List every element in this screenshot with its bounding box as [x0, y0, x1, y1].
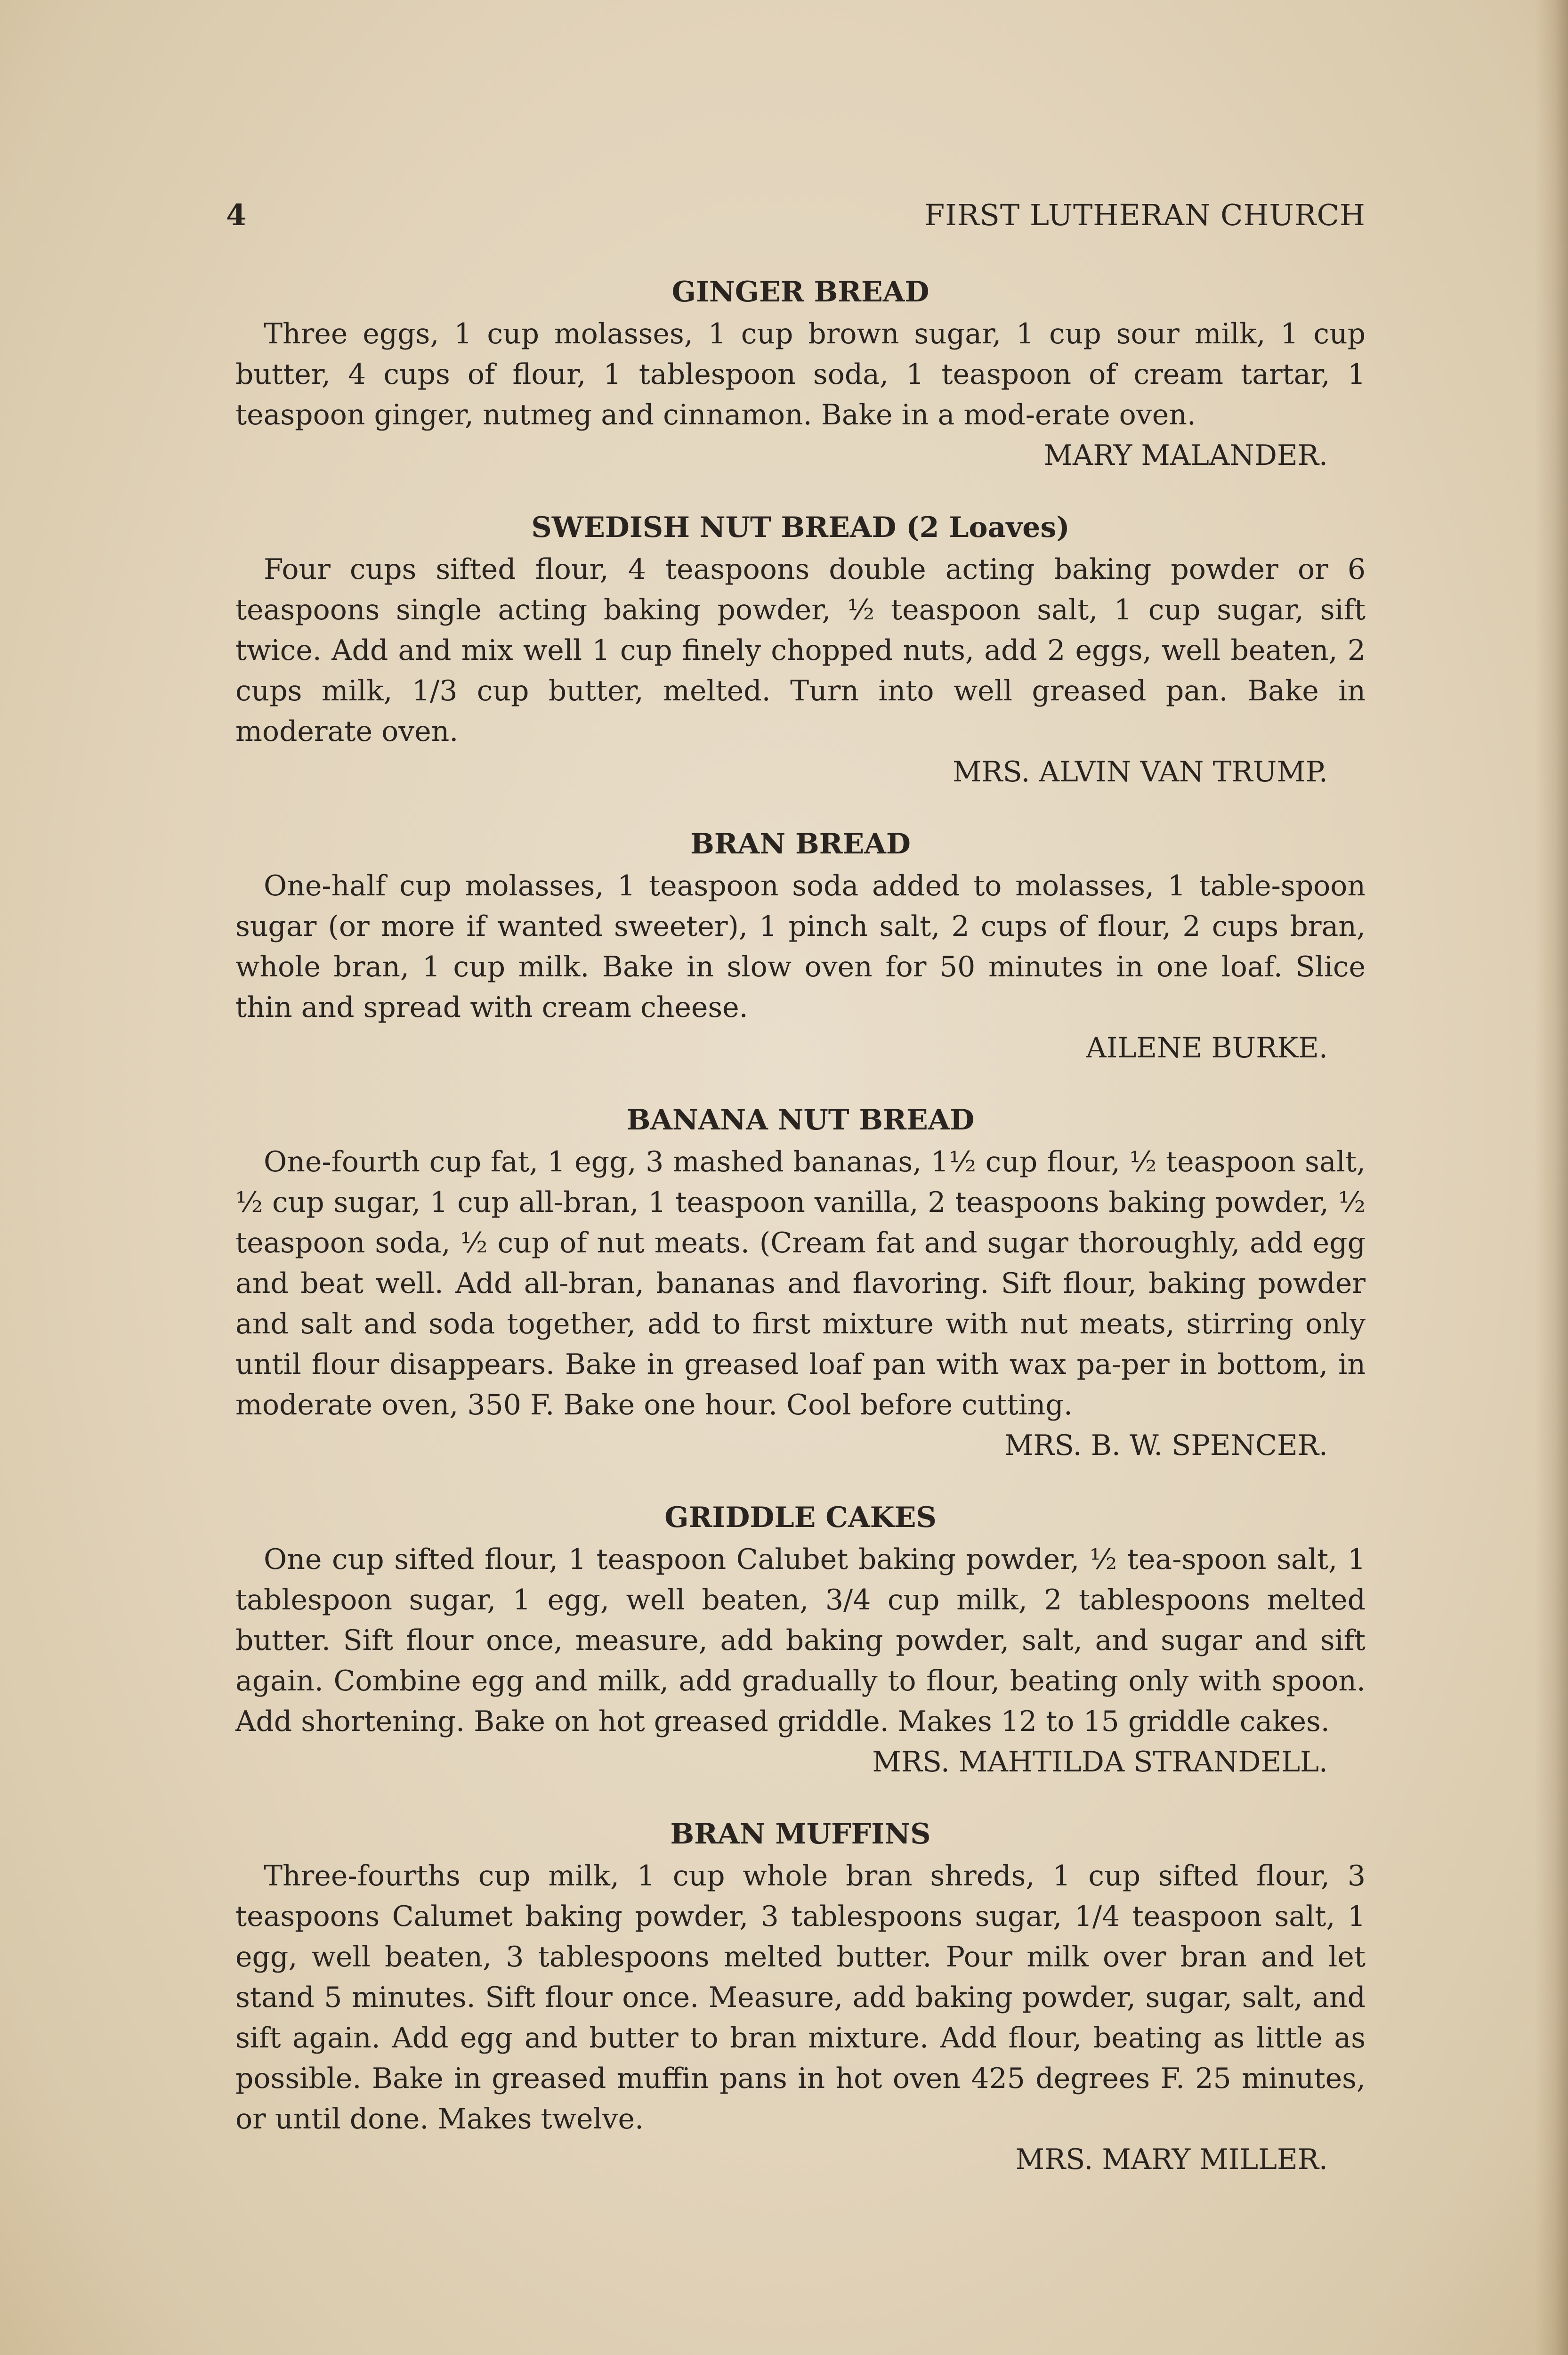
recipe-ginger-bread	[235, 273, 1366, 476]
recipe-text: One-half cup molasses, 1 teaspoon soda added to molasses, 1 table-spoon sugar (or more if wanted sweeter), 1 pinch salt, 2 cups of flour, 2 cups bran, whole bran, 1 cup milk. Bake in slow oven for 50 minutes in one loaf. Slice thin and spread with cream cheese.	[235, 869, 1366, 1024]
recipe-title: GINGER BREAD	[671, 276, 929, 309]
recipe-body	[235, 549, 1366, 792]
recipe-griddle-cakes	[235, 1499, 1366, 1782]
recipe-text: Three-fourths cup milk, 1 cup whole bran shreds, 1 cup sifted flour, 3 teaspoons Calumet baking powder, 3 tablespoons sugar, 1/4 teaspoon salt, 1 egg, well beaten, 3 tablespoons melted butter. Pour milk over bran and let stand 5 minutes. Sift flour once. Measure, add baking powder, sugar, salt, and sift again. Add egg and butter to bran mixture. Add flour, beating as little as possible. Bake in greased muffin pans in hot oven 425 degrees F. 25 minutes, or until done. Makes twelve.	[235, 1860, 1366, 2136]
recipe-text: One-fourth cup fat, 1 egg, 3 mashed bananas, 1½ cup flour, ½ teaspoon salt, ½ cup sugar, 1 cup all-bran, 1 teaspoon vanilla, 2 teaspoons baking powder, ½ teaspoon soda, ½ cup of nut meats. (Cream fat and sugar thoroughly, add egg and beat well. Add all-bran, bananas and flavoring. Sift flour, baking powder and salt and soda together, add to first mixture with nut meats, stirring only until flour disappears. Bake in greased loaf pan with wax pa-per in bottom, in moderate oven, 350 F. Bake one hour. Cool before cutting.	[235, 1145, 1366, 1421]
recipe-author: MARY MALANDER.	[1043, 439, 1328, 472]
recipe-title: GRIDDLE CAKES	[664, 1501, 937, 1534]
recipe-author: MRS. MAHTILDA STRANDELL.	[872, 1746, 1328, 1778]
recipe-title: BRAN BREAD	[690, 828, 911, 861]
page-number: 4	[226, 198, 247, 232]
recipe-body	[235, 314, 1366, 476]
page-edge-shadow	[1535, 0, 1568, 2355]
recipe-author: MRS. ALVIN VAN TRUMP.	[952, 755, 1328, 788]
running-title: FIRST LUTHERAN CHURCH	[924, 198, 1366, 232]
recipe-body	[235, 1142, 1366, 1466]
recipe-title: BRAN MUFFINS	[670, 1818, 931, 1851]
recipe-banana-nut-bread	[235, 1101, 1366, 1466]
recipe-title: BANANA NUT BREAD	[626, 1104, 975, 1137]
recipe-body	[235, 1539, 1366, 1782]
recipe-bran-muffins	[235, 1815, 1366, 2180]
recipe-author: MRS. MARY MILLER.	[1015, 2143, 1328, 2176]
recipe-body	[235, 866, 1366, 1068]
recipe-swedish-nut-bread	[235, 509, 1366, 792]
recipe-text: One cup sifted flour, 1 teaspoon Calubet baking powder, ½ tea-spoon salt, 1 tablespoon sugar, 1 egg, well beaten, 3/4 cup milk, 2 tablespoons melted butter. Sift flour once, measure, add baking powder, salt, and sugar and sift again. Combine egg and milk, add gradually to flour, beating only with spoon. Add shortening. Bake on hot greased griddle. Makes 12 to 15 griddle cakes.	[235, 1543, 1366, 1738]
recipe-author: MRS. B. W. SPENCER.	[1004, 1429, 1328, 1462]
page-content	[226, 198, 1366, 2180]
recipe-title: SWEDISH NUT BREAD (2 Loaves)	[531, 511, 1070, 544]
running-header	[226, 198, 1366, 240]
recipe-body	[235, 1856, 1366, 2180]
recipe-bran-bread	[235, 825, 1366, 1068]
recipe-text: Four cups sifted flour, 4 teaspoons double acting baking powder or 6 teaspoons single acting baking powder, ½ teaspoon salt, 1 cup sugar, sift twice. Add and mix well 1 cup finely chopped nuts, add 2 eggs, well beaten, 2 cups milk, 1/3 cup butter, melted. Turn into well greased pan. Bake in moderate oven.	[235, 553, 1366, 748]
recipe-text: Three eggs, 1 cup molasses, 1 cup brown sugar, 1 cup sour milk, 1 cup butter, 4 cups of flour, 1 tablespoon soda, 1 teaspoon of cream tartar, 1 teaspoon ginger, nutmeg and cinnamon. Bake in a mod-erate oven.	[235, 317, 1366, 431]
recipe-author: AILENE BURKE.	[1086, 1031, 1328, 1064]
